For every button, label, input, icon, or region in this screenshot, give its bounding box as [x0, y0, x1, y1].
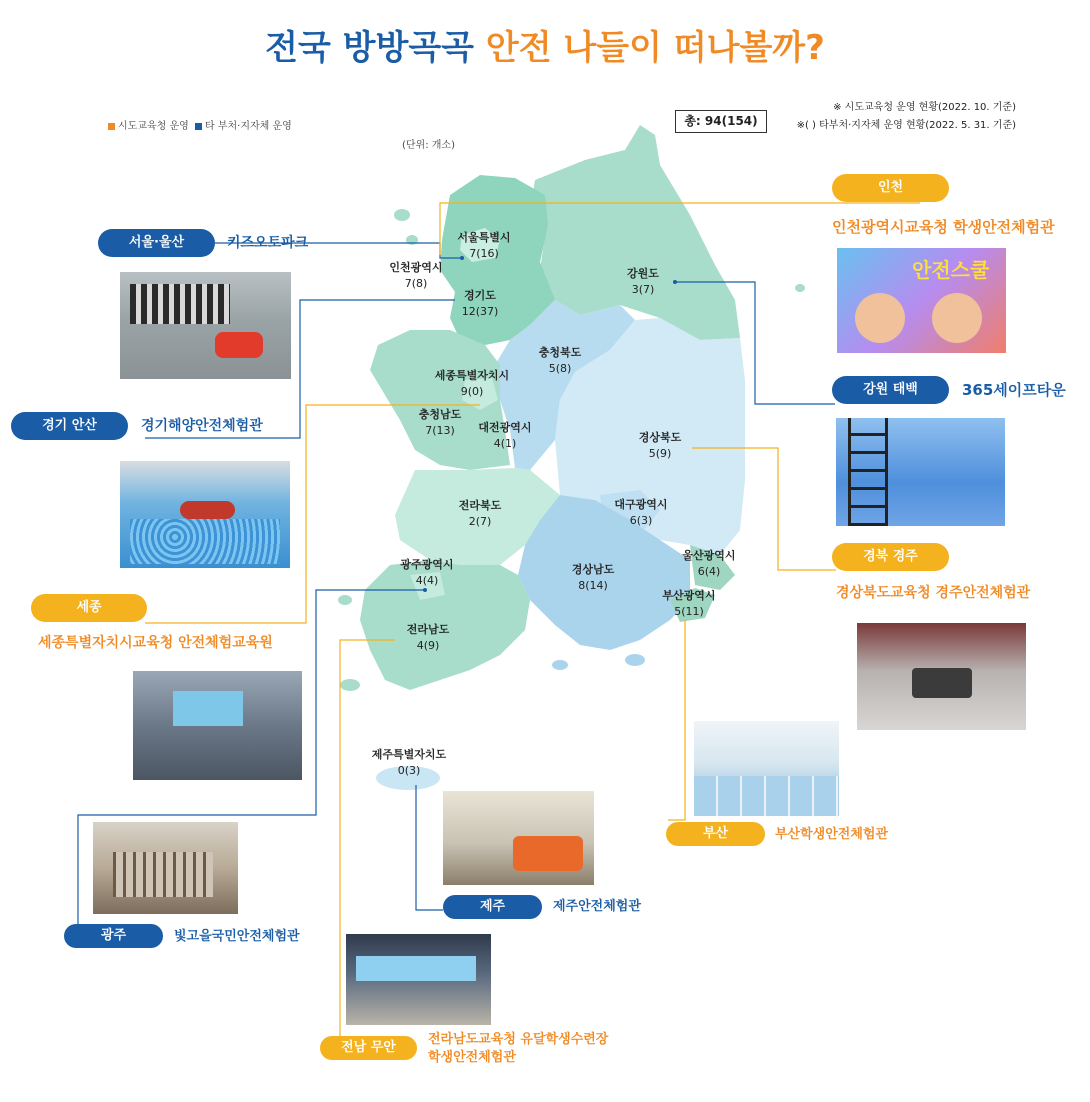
photo-gwangju-center — [93, 822, 238, 914]
region-label-gwangju: 광주광역시 4(4) — [400, 558, 454, 587]
region-label-ulsan: 울산광역시 6(4) — [682, 549, 736, 578]
facility-seoul-ulsan: 키즈오토파크 — [227, 235, 309, 251]
region-label-gyeongnam: 경상남도 8(14) — [571, 563, 615, 592]
total-count-box: 총: 94(154) — [675, 110, 767, 133]
island-ulleung — [795, 284, 805, 292]
facility-sejong: 세종특별자치시교육청 안전체험교육원 — [38, 635, 273, 651]
region-label-busan: 부산광역시 5(11) — [662, 589, 716, 618]
photo-sejong-center — [133, 671, 302, 780]
region-label-chungnam: 충청남도 7(13) — [418, 408, 462, 437]
note-line-1: ※ 시도교육청 운영 현황(2022. 10. 기준) — [833, 102, 1016, 113]
region-label-daejeon: 대전광역시 4(1) — [478, 421, 532, 450]
facility-jeju: 제주안전체험관 — [553, 899, 641, 914]
facility-incheon: 인천광역시교육청 학생안전체험관 — [832, 218, 1055, 236]
photo-jeonnam-center — [346, 934, 491, 1025]
region-label-gyeonggi: 경기도 12(37) — [461, 289, 499, 318]
line-jeju — [416, 785, 443, 910]
line-busan — [668, 620, 685, 820]
photo-jeju-center — [443, 791, 594, 885]
facility-gyeonggi-ansan: 경기해양안전체험관 — [141, 418, 263, 434]
photo-busan-center — [694, 721, 839, 816]
island-south-1 — [340, 679, 360, 691]
legend-blue-label: 타 부처·지자체 운영 — [205, 121, 292, 132]
region-label-jeju: 제주특별자치도 0(3) — [371, 748, 447, 777]
title-part1: 전국 방방곡곡 — [265, 28, 475, 68]
title-part2: 안전 나들이 떠나볼까? — [485, 28, 825, 68]
region-label-seoul: 서울특별시 7(16) — [457, 231, 511, 260]
tag-gyeongbuk-gyeongju: 경북 경주 — [832, 543, 949, 571]
photo-kids-auto-park — [120, 272, 291, 379]
facility-gangwon-taebaek: 365세이프타운 — [962, 381, 1066, 399]
tag-sejong: 세종 — [31, 594, 147, 622]
island-west-1 — [394, 209, 410, 221]
facility-busan: 부산학생안전체험관 — [775, 827, 889, 842]
tag-incheon: 인천 — [832, 174, 949, 202]
region-label-daegu: 대구광역시 6(3) — [614, 498, 668, 527]
legend-orange-label: 시도교육청 운영 — [118, 121, 189, 132]
island-south-3 — [625, 654, 645, 666]
facility-jeonnam-line2: 학생안전체험관 — [428, 1050, 516, 1065]
region-label-jeonbuk: 전라북도 2(7) — [458, 499, 502, 528]
incheon-logo-text: 안전스쿨 — [912, 258, 990, 282]
region-label-sejong: 세종특별자치시 9(0) — [434, 369, 510, 398]
island-south-2 — [552, 660, 568, 670]
photo-gyeongju-center — [857, 623, 1026, 730]
tag-seoul-ulsan: 서울·울산 — [98, 229, 215, 257]
region-label-incheon: 인천광역시 7(8) — [389, 261, 443, 290]
tag-busan: 부산 — [666, 822, 765, 846]
region-label-gyeongbuk: 경상북도 5(9) — [638, 431, 682, 460]
region-label-gangwon: 강원도 3(7) — [627, 267, 659, 296]
note-line-2: ※( ) 타부처·지자체 운영 현황(2022. 5. 31. 기준) — [796, 120, 1016, 131]
tag-jeonnam-muan: 전남 무안 — [320, 1036, 417, 1060]
photo-taebaek-center — [836, 418, 1005, 526]
facility-jeonnam-muan — [428, 1031, 608, 1067]
region-label-jeonnam: 전라남도 4(9) — [406, 623, 450, 652]
facility-jeonnam-line1: 전라남도교육청 유달학생수련장 — [428, 1032, 609, 1047]
tag-gangwon-taebaek: 강원 태백 — [832, 376, 949, 404]
tag-jeju: 제주 — [443, 895, 542, 919]
unit-label: (단위: 개소) — [402, 140, 455, 151]
region-label-chungbuk: 충청북도 5(8) — [538, 346, 582, 375]
facility-gyeongbuk-gyeongju: 경상북도교육청 경주안전체험관 — [836, 585, 1031, 601]
tag-gyeonggi-ansan: 경기 안산 — [11, 412, 128, 440]
facility-gwangju: 빛고을국민안전체험관 — [174, 929, 300, 944]
island-coast-1 — [338, 595, 352, 605]
photo-gyeonggi-marine — [120, 461, 290, 568]
tag-gwangju: 광주 — [64, 924, 163, 948]
photo-incheon-center — [837, 248, 1006, 353]
